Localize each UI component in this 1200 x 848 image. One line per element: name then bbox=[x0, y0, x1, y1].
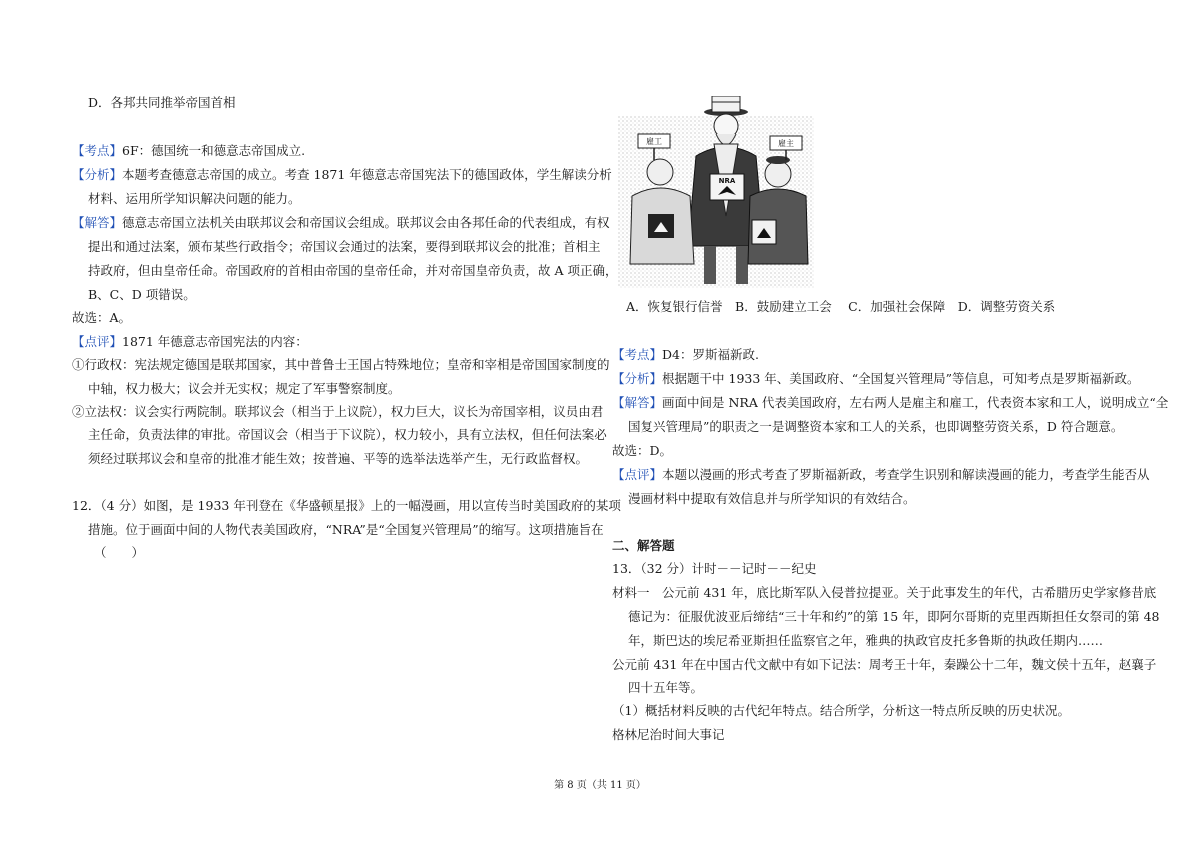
material1-line-3: 年，斯巴达的埃尼希亚斯担任监察官之年，雅典的执政官皮托多鲁斯的执政任期内…… bbox=[628, 633, 1104, 648]
option-d: D．各邦共同推举帝国首相 bbox=[88, 95, 236, 110]
dianping-text-2: ①行政权：宪法规定德国是联邦国家，其中普鲁士王国占特殊地位；皇帝和宰相是帝国国家制度的 bbox=[72, 357, 610, 372]
section-heading: 二、解答题 bbox=[612, 538, 675, 553]
dianping-text-6: 须经过联邦议会和皇帝的批准才能生效；按普遍、平等的选举法选举产生，无行政监督权。 bbox=[88, 451, 589, 466]
kaodian-line bbox=[72, 142, 305, 160]
fenxi-tag: 【分析】 bbox=[72, 167, 123, 182]
material1-line-1: 材料一 公元前 431 年，底比斯军队入侵普拉提亚。关于此事发生的年代，古希腊历史学家修昔底 bbox=[612, 585, 1157, 600]
page-footer: 第 8 页（共 11 页） bbox=[554, 780, 646, 791]
fenxi-text-2: 材料、运用所学知识解决问题的能力。 bbox=[88, 191, 301, 206]
r-fenxi-tag: 【分析】 bbox=[612, 371, 663, 386]
kaodian-tag: 【考点】 bbox=[72, 143, 123, 158]
jieda-text-1: 德意志帝国立法机关由联邦议会和帝国议会组成。联邦议会由各邦任命的代表组成，有权 bbox=[122, 215, 610, 230]
r-jieda-text-1: 画面中间是 NRA 代表美国政府，左右两人是雇主和雇工，代表资本家和工人，说明成立“全 bbox=[662, 395, 1169, 410]
jieda-line-1 bbox=[72, 214, 610, 232]
left-sign-label: 雇工 bbox=[646, 137, 662, 146]
q12-line-3: （ ） bbox=[94, 545, 145, 560]
dianping-text-1: 1871 年德意志帝国宪法的内容： bbox=[122, 334, 308, 349]
guxuan-a: 故选：A。 bbox=[72, 310, 132, 325]
dianping-text-3: 中轴，权力极大；议会并无实权；规定了军事警察制度。 bbox=[88, 381, 401, 396]
material1-line-2: 德记为：征服优波亚后缔结“三十年和约”的第 15 年，即阿尔哥斯的克里西斯担任女祭司的第 48 bbox=[628, 609, 1160, 624]
r-fenxi-text: 根据题干中 1933 年、美国政府、“全国复兴管理局”等信息，可知考点是罗斯福新政。 bbox=[662, 371, 1140, 386]
fenxi-text-1: 本题考查德意志帝国的成立。考查 1871 年德意志帝国宪法下的德国政体，学生解读分析 bbox=[122, 167, 612, 182]
r-kaodian-tag: 【考点】 bbox=[612, 347, 663, 362]
material2-line-1: 公元前 431 年在中国古代文献中有如下记法：周考王十年，秦躁公十二年，魏文侯十五年，赵襄子 bbox=[612, 657, 1157, 672]
q12-line-2: 措施。位于画面中间的人物代表美国政府，“NRA”是“全国复兴管理局”的缩写。这项措施旨在 bbox=[88, 522, 604, 537]
jieda-text-2: 提出和通过法案，颁布某些行政指令；帝国议会通过的法案，要得到联邦议会的批准；首相主 bbox=[88, 239, 601, 254]
jieda-text-3: 持政府，但由皇帝任命。帝国政府的首相由帝国的皇帝任命，并对帝国皇帝负责，故 A 项正确， bbox=[88, 263, 618, 278]
fenxi-line-1 bbox=[72, 166, 612, 184]
dianping-line-1 bbox=[72, 333, 308, 351]
right-sign-label: 雇主 bbox=[778, 139, 794, 148]
nra-cartoon-image bbox=[618, 96, 814, 288]
q12-line-1: 12．（4 分）如图，是 1933 年刊登在《华盛顿星报》上的一幅漫画，用以宣传当时美国政府的某项 bbox=[72, 498, 621, 513]
jieda-text-4: B、C、D 项错误。 bbox=[88, 287, 196, 302]
r-jieda-text-2: 国复兴管理局”的职责之一是调整资本家和工人的关系，也即调整劳资关系，D 符合题意。 bbox=[628, 419, 1124, 434]
r-dianping-tag: 【点评】 bbox=[612, 467, 663, 482]
guxuan-d: 故选：D。 bbox=[612, 443, 673, 458]
dianping-tag: 【点评】 bbox=[72, 334, 123, 349]
kaodian-text: 6F：德国统一和德意志帝国成立. bbox=[122, 143, 306, 158]
r-jieda-tag: 【解答】 bbox=[612, 395, 663, 410]
r-jieda-line-1 bbox=[612, 394, 1168, 412]
material2-line-2: 四十五年等。 bbox=[628, 680, 704, 695]
r-kaodian-line bbox=[612, 346, 759, 364]
jieda-tag: 【解答】 bbox=[72, 215, 123, 230]
dianping-text-5: 主任命，负责法律的审批。帝国议会（相当于下议院），权力较小，具有立法权，但任何法案必 bbox=[88, 427, 607, 442]
q12-options: A．恢复银行信誉 B．鼓励建立工会 C．加强社会保障 D．调整劳资关系 bbox=[626, 299, 1056, 314]
subquestion-1: （1）概括材料反映的古代纪年特点。结合所学，分析这一特点所反映的历史状况。 bbox=[612, 703, 1070, 718]
center-badge-label: NRA bbox=[718, 177, 736, 185]
r-dianping-text-2: 漫画材料中提取有效信息并与所学知识的有效结合。 bbox=[628, 491, 916, 506]
r-fenxi-line bbox=[612, 370, 1140, 388]
greenwich-events-title: 格林尼治时间大事记 bbox=[612, 727, 725, 742]
r-kaodian-text: D4：罗斯福新政. bbox=[662, 347, 759, 362]
dianping-text-4: ②立法权：议会实行两院制。联邦议会（相当于上议院），权力巨大，议长为帝国宰相，议员由君 bbox=[72, 404, 604, 419]
r-dianping-line-1 bbox=[612, 466, 1150, 484]
q13-title: 13．（32 分）计时－－记时－－纪史 bbox=[612, 561, 817, 576]
r-dianping-text-1: 本题以漫画的形式考查了罗斯福新政，考查学生识别和解读漫画的能力，考查学生能否从 bbox=[662, 467, 1150, 482]
